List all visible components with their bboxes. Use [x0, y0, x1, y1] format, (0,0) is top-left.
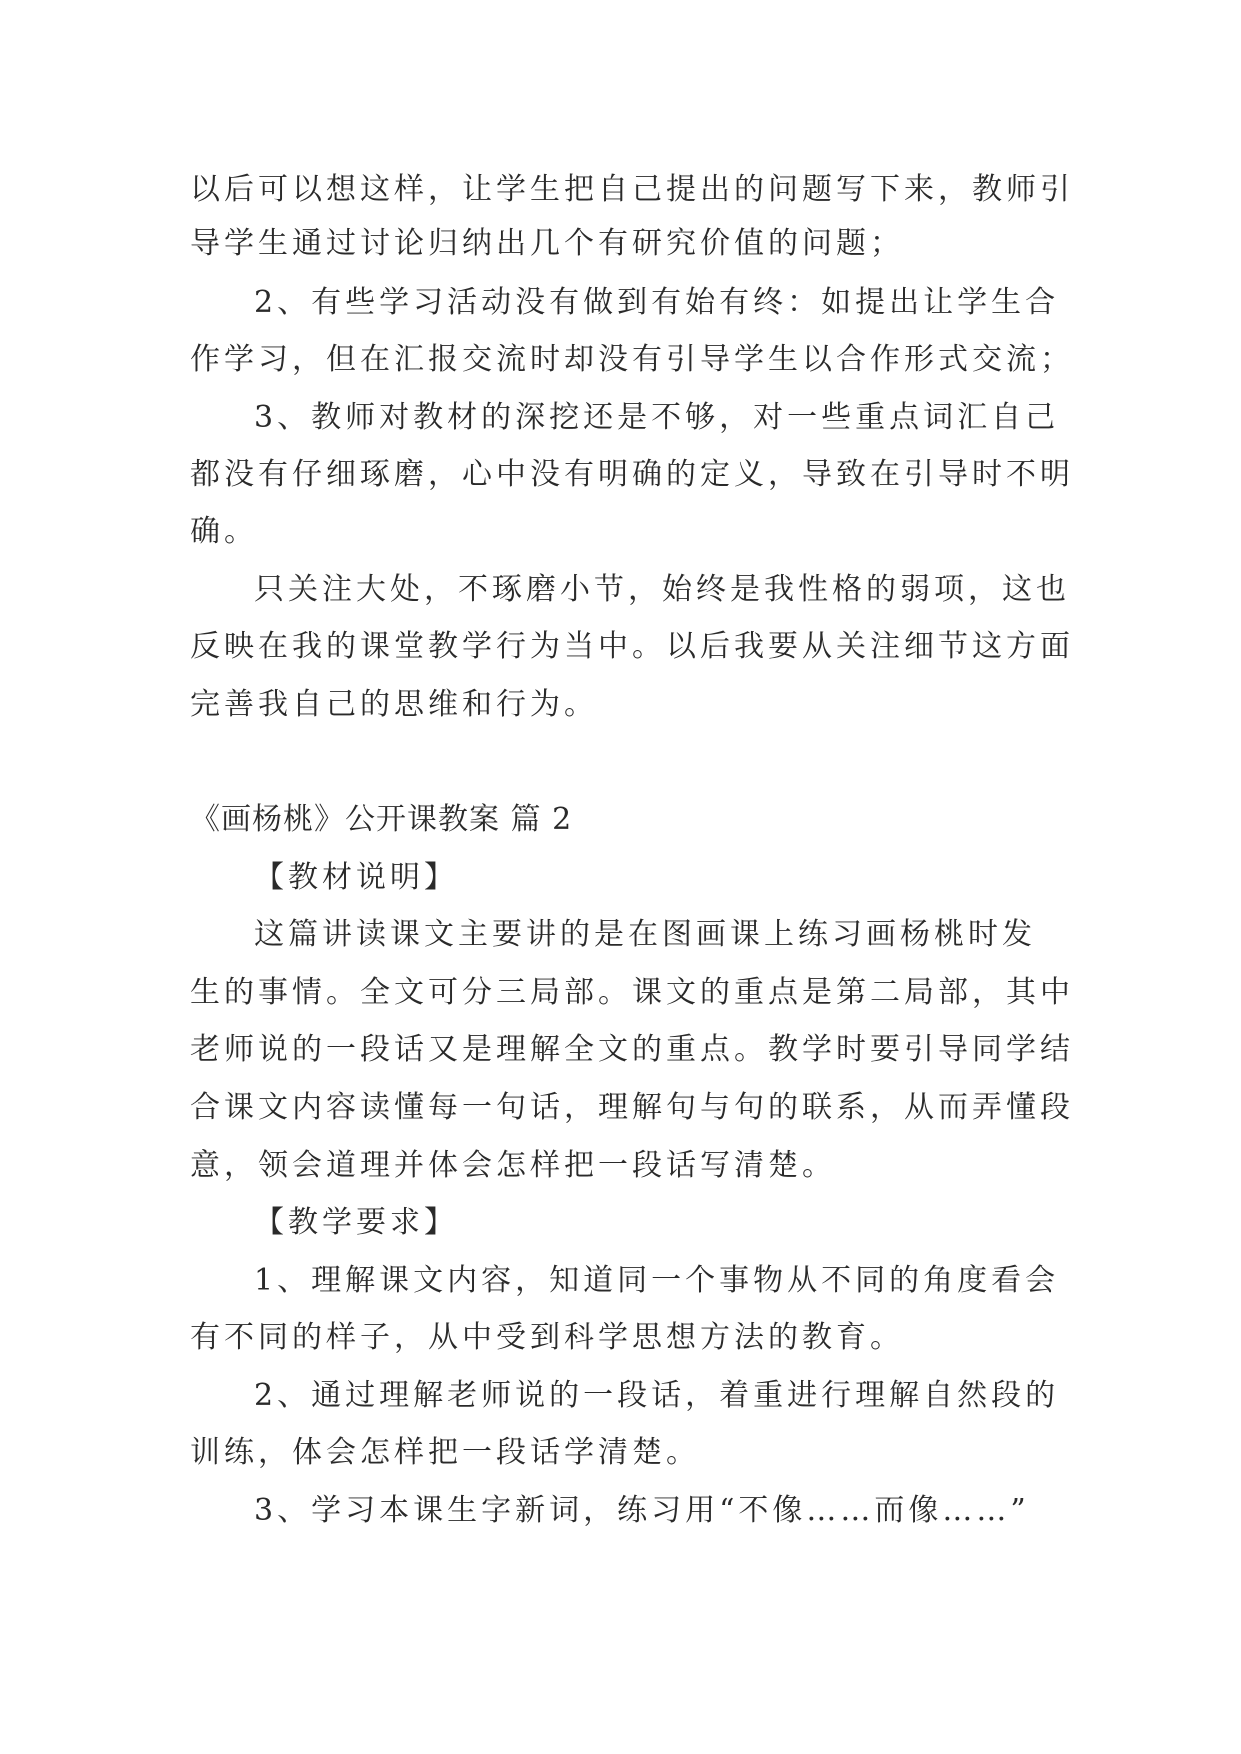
paragraph-line: 完善我自己的思维和行为。	[190, 687, 598, 722]
paragraph-line: 作学习，但在汇报交流时却没有引导学生以合作形式交流；	[190, 342, 1074, 377]
paragraph-line: 训练，体会怎样把一段话学清楚。	[190, 1435, 700, 1470]
paragraph-line: 有不同的样子，从中受到科学思想方法的教育。	[190, 1320, 904, 1355]
subsection-heading: 【教学要求】	[254, 1205, 458, 1240]
paragraph-line: 老师说的一段话又是理解全文的重点。教学时要引导同学结	[190, 1032, 1074, 1067]
paragraph-line: 2、通过理解老师说的一段话，着重进行理解自然段的	[254, 1378, 1060, 1413]
paragraph-line: 意，领会道理并体会怎样把一段话写清楚。	[190, 1148, 836, 1183]
paragraph-line: 1、理解课文内容，知道同一个事物从不同的角度看会	[254, 1263, 1060, 1298]
paragraph-line: 3、学习本课生字新词，练习用“不像……而像……”	[254, 1493, 1030, 1528]
paragraph-line: 导学生通过讨论归纳出几个有研究价值的问题；	[190, 226, 904, 261]
paragraph-line: 合课文内容读懂每一句话，理解句与句的联系，从而弄懂段	[190, 1090, 1074, 1125]
section-heading: 《画杨桃》公开课教案 篇 2	[190, 802, 573, 837]
paragraph-line: 都没有仔细琢磨，心中没有明确的定义，导致在引导时不明	[190, 457, 1074, 492]
paragraph-line: 生的事情。全文可分三局部。课文的重点是第二局部，其中	[190, 975, 1074, 1010]
paragraph-line: 确。	[190, 514, 258, 549]
paragraph-line: 3、教师对教材的深挖还是不够，对一些重点词汇自己	[254, 400, 1060, 435]
paragraph-line: 只关注大处，不琢磨小节，始终是我性格的弱项，这也	[254, 572, 1070, 607]
subsection-heading: 【教材说明】	[254, 860, 458, 895]
paragraph-line: 以后可以想这样，让学生把自己提出的问题写下来，教师引	[190, 172, 1074, 207]
paragraph-line: 这篇讲读课文主要讲的是在图画课上练习画杨桃时发	[254, 917, 1036, 952]
paragraph-line: 2、有些学习活动没有做到有始有终：如提出让学生合	[254, 285, 1060, 320]
paragraph-line: 反映在我的课堂教学行为当中。以后我要从关注细节这方面	[190, 629, 1074, 664]
